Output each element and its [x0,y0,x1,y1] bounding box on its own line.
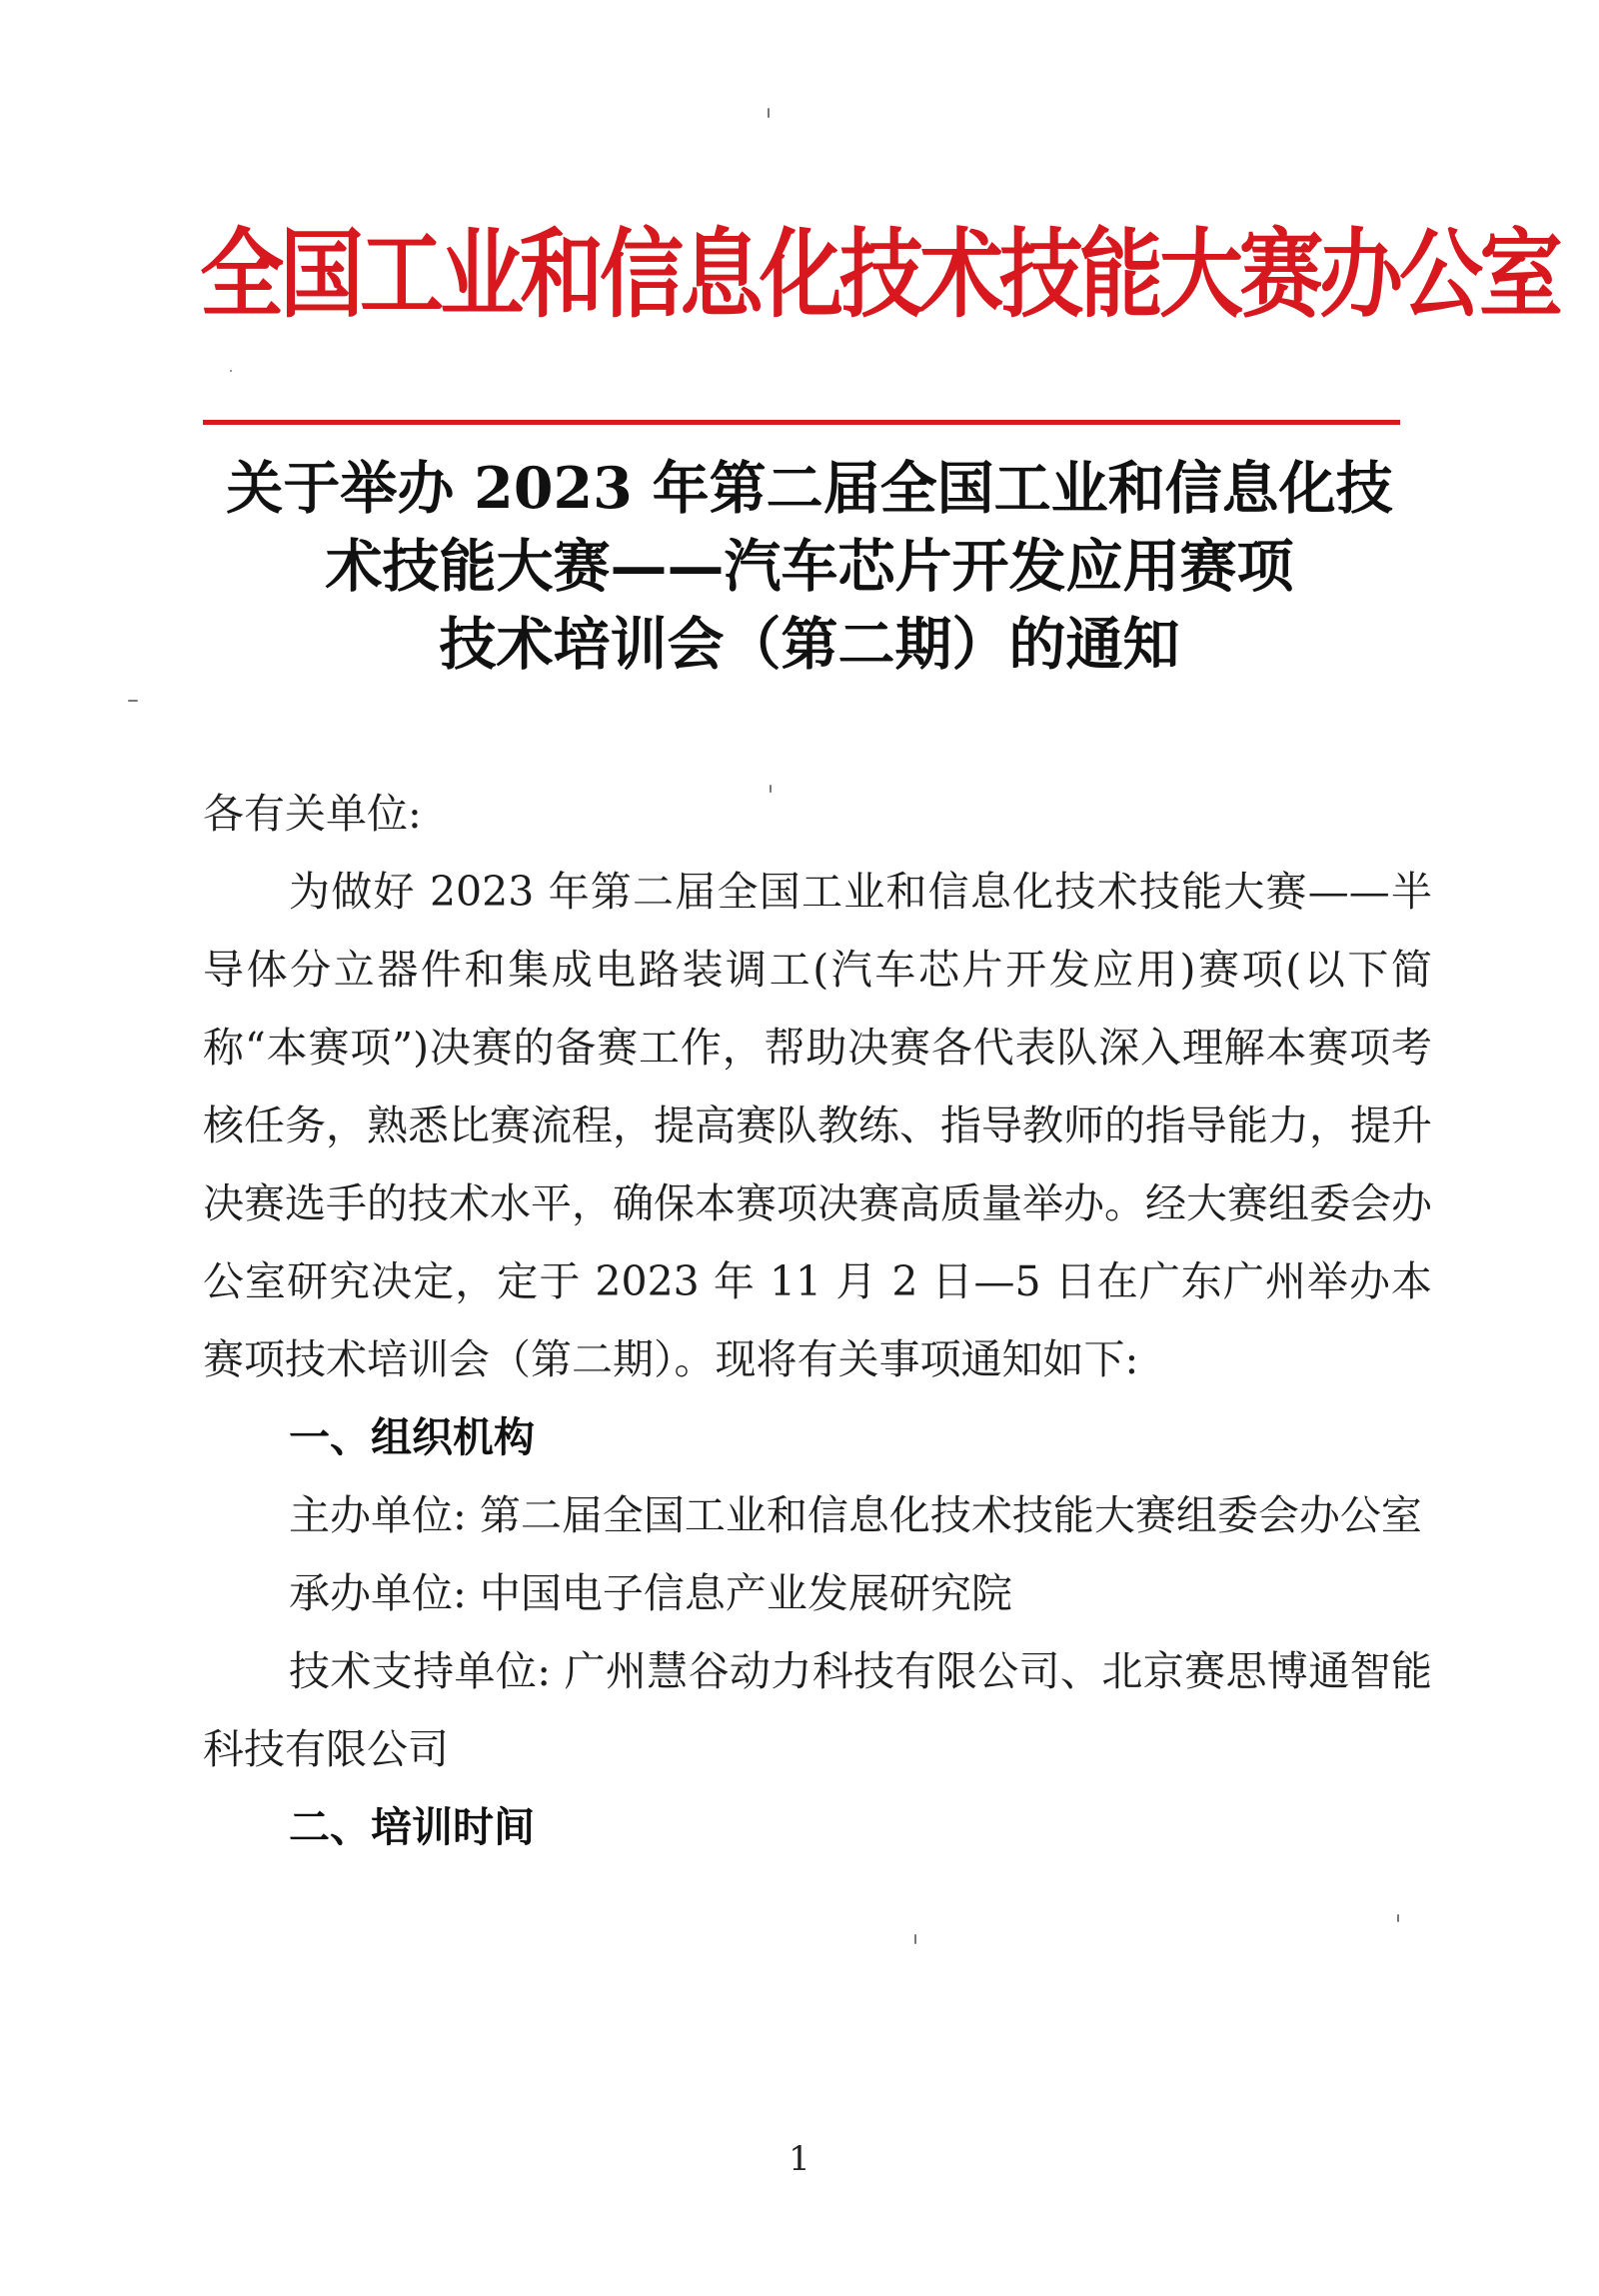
scan-speck [128,700,138,702]
scan-speck [230,370,232,372]
intro-paragraph: 为做好 2023 年第二届全国工业和信息化技术技能大赛——半导体分立器件和集成电路装调工(汽车芯片开发应用)赛项(以下简称“本赛项”)决赛的备赛工作，帮助决赛各代表队深入理解本赛项考核任务，熟悉比赛流程，提高赛队教练、指导教师的指导能力，提升决赛选手的技术水平，确保本赛项决赛高质量举办。经大赛组委会办公室研究决定，定于 2023 年 11 月 2 日—5 日在广东广州举办本赛项技术培训会（第二期）。现将有关事项通知如下: [203,868,1432,1383]
scan-speck [768,108,770,118]
salutation: 各有关单位: [203,790,422,838]
red-divider-line [203,420,1400,425]
title-line-3: 技术培训会（第二期）的通知 [439,611,1180,678]
notice-body [203,775,1432,1866]
page-number: 1 [789,2139,810,2179]
section-heading-organization: 一、组织机构 [289,1413,535,1461]
scan-speck [1397,1914,1399,1922]
tech-support-line: 技术支持单位: 广州慧谷动力科技有限公司、北京赛思博通智能科技有限公司 [203,1647,1432,1773]
title-line-2: 术技能大赛——汽车芯片开发应用赛项 [325,533,1294,600]
section-heading-training-time: 二、培训时间 [289,1803,535,1851]
scan-speck [770,785,772,793]
issuing-office-header: 全国工业和信息化技术技能大赛办公室 [200,218,1560,332]
host-line: 承办单位: 中国电子信息产业发展研究院 [289,1569,1012,1617]
organizer-line: 主办单位: 第二届全国工业和信息化技术技能大赛组委会办公室 [289,1491,1422,1539]
notice-title [190,450,1429,684]
scan-speck [914,1934,916,1944]
title-line-1: 关于举办 2023 年第二届全国工业和信息化技 [226,455,1393,522]
